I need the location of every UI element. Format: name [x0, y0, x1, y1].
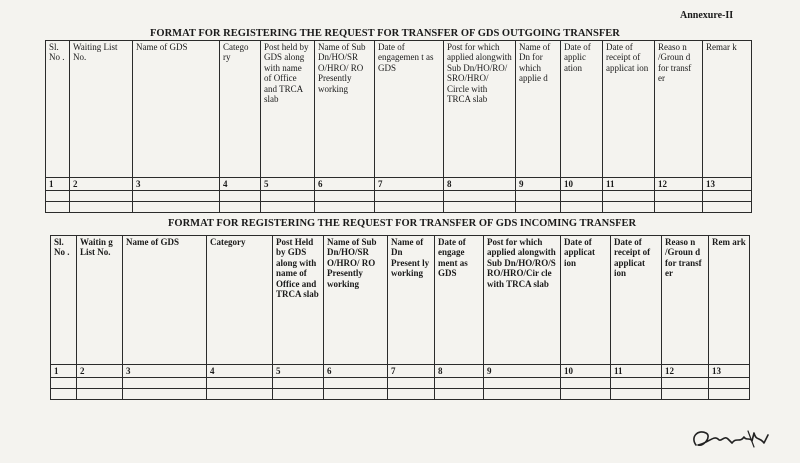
header-waiting-list-no: Waitin g List No. — [77, 236, 123, 365]
column-number: 5 — [273, 365, 324, 378]
column-number: 7 — [388, 365, 435, 378]
column-number: 10 — [561, 178, 603, 191]
table-number-row — [51, 365, 750, 378]
header-sl-no: Sl. No . — [51, 236, 77, 365]
column-number: 1 — [51, 365, 77, 378]
header-category: Catego ry — [220, 41, 261, 178]
header-reason: Reaso n /Groun d for transf er — [662, 236, 709, 365]
column-number: 3 — [123, 365, 207, 378]
column-number: 1 — [46, 178, 70, 191]
header-date-of-engagement: Date of engagemen t as GDS — [375, 41, 444, 178]
outgoing-format-title: FORMAT FOR REGISTERING THE REQUEST FOR TRANSFER OF GDS OUTGOING TRANSFER — [150, 28, 620, 39]
column-number: 2 — [70, 178, 133, 191]
column-number: 4 — [207, 365, 273, 378]
column-number: 11 — [603, 178, 655, 191]
table-empty-row — [46, 191, 752, 202]
column-number: 10 — [561, 365, 611, 378]
column-number: 2 — [77, 365, 123, 378]
column-number: 12 — [662, 365, 709, 378]
header-date-of-application: Date of applicat ion — [561, 236, 611, 365]
column-number: 13 — [709, 365, 750, 378]
column-number: 4 — [220, 178, 261, 191]
header-date-of-receipt: Date of receipt of applicat ion — [611, 236, 662, 365]
column-number: 9 — [484, 365, 561, 378]
incoming-format-title: FORMAT FOR REGISTERING THE REQUEST FOR TRANSFER OF GDS INCOMING TRANSFER — [168, 218, 637, 229]
column-number: 3 — [133, 178, 220, 191]
header-division-presently-working: Name of Dn Present ly working — [388, 236, 435, 365]
column-number: 11 — [611, 365, 662, 378]
table-empty-row — [51, 378, 750, 389]
header-date-of-engagement: Date of engage ment as GDS — [435, 236, 484, 365]
column-number: 8 — [435, 365, 484, 378]
header-presently-working: Name of Sub Dn/HO/SR O/HRO/ RO Presently working — [324, 236, 388, 365]
column-number: 12 — [655, 178, 703, 191]
outgoing-transfer-table — [45, 40, 752, 213]
column-number: 7 — [375, 178, 444, 191]
header-name-of-gds: Name of GDS — [123, 236, 207, 365]
handwritten-signature — [688, 425, 778, 455]
header-reason: Reaso n /Groun d for transf er — [655, 41, 703, 178]
header-post-applied: Post for which applied alongwith Sub Dn/HO/RO/ SRO/HRO/ Circle with TRCA slab — [444, 41, 516, 178]
table-empty-row — [51, 389, 750, 400]
header-post-held: Post held by GDS along with name of Office and TRCA slab — [261, 41, 315, 178]
column-number: 6 — [324, 365, 388, 378]
header-name-of-gds: Name of GDS — [133, 41, 220, 178]
header-post-applied: Post for which applied alongwith Sub Dn/HO/RO/S RO/HRO/Cir cle with TRCA slab — [484, 236, 561, 365]
header-date-of-application: Date of applic ation — [561, 41, 603, 178]
incoming-transfer-table — [50, 235, 750, 400]
header-category: Category — [207, 236, 273, 365]
header-sl-no: Sl. No . — [46, 41, 70, 178]
table-header-row — [46, 41, 752, 178]
annexure-label: Annexure-II — [680, 10, 734, 21]
header-post-held: Post Held by GDS along with name of Office and TRCA slab — [273, 236, 324, 365]
column-number: 6 — [315, 178, 375, 191]
table-header-row — [51, 236, 750, 365]
column-number: 8 — [444, 178, 516, 191]
column-number: 5 — [261, 178, 315, 191]
header-date-of-receipt: Date of receipt of applicat ion — [603, 41, 655, 178]
table-empty-row — [46, 202, 752, 213]
header-waiting-list-no: Waiting List No. — [70, 41, 133, 178]
header-remark: Remar k — [703, 41, 752, 178]
header-remark: Rem ark — [709, 236, 750, 365]
column-number: 9 — [516, 178, 561, 191]
header-presently-working: Name of Sub Dn/HO/SR O/HRO/ RO Presently working — [315, 41, 375, 178]
column-number: 13 — [703, 178, 752, 191]
header-division-applied: Name of Dn for which applie d — [516, 41, 561, 178]
table-number-row — [46, 178, 752, 191]
